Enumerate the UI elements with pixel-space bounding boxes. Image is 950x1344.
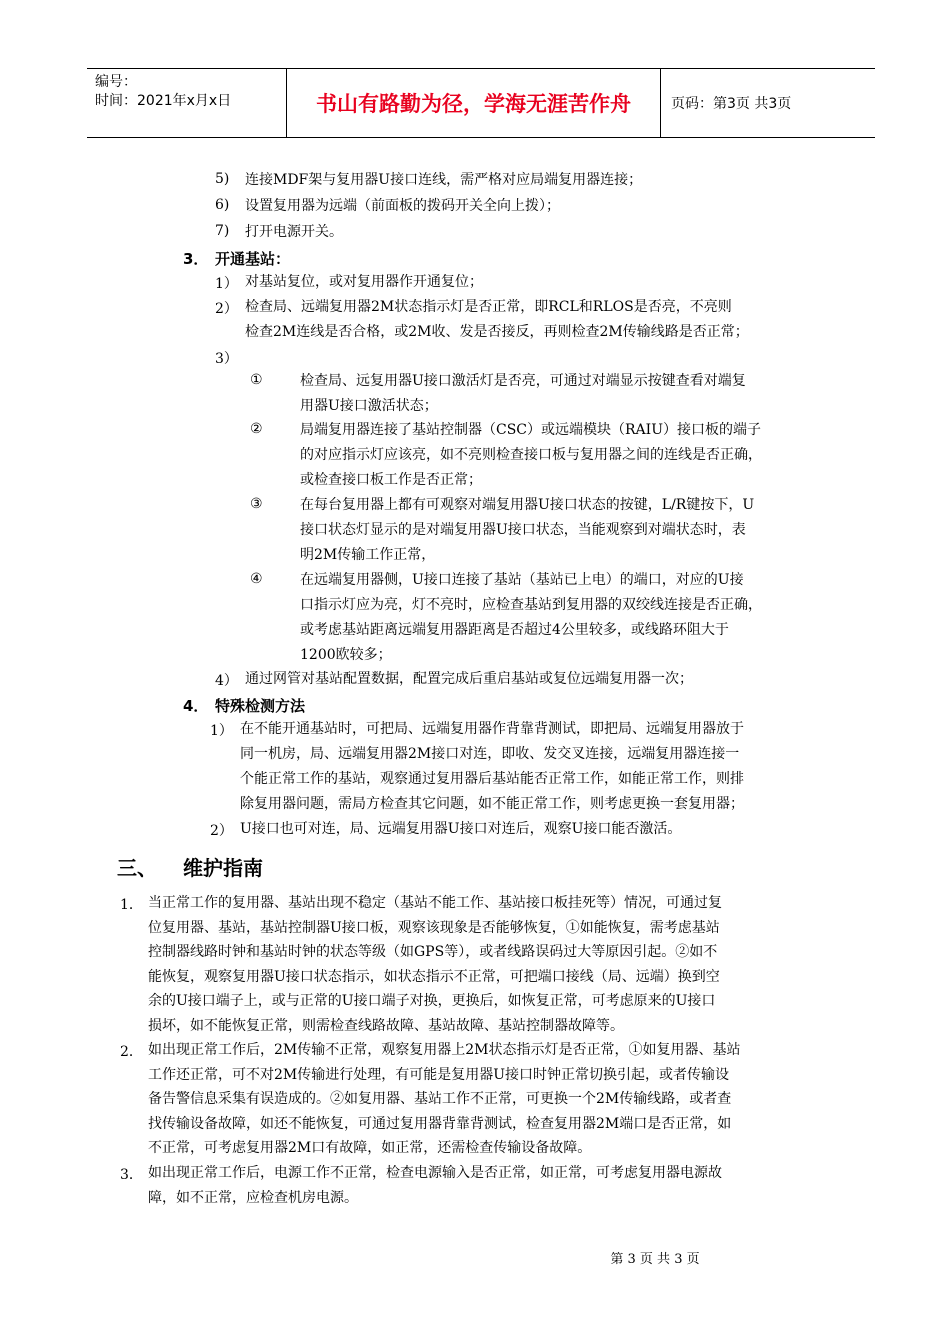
step-number: 5) xyxy=(215,171,230,187)
chapter-title: 维护指南 xyxy=(183,856,263,880)
guide-item-text: 找传输设备故障，如还不能恢复，可通过复用器背靠背测试，检查复用器2M端口是否正常，如 xyxy=(148,1115,732,1132)
circle-number: ② xyxy=(250,421,263,437)
item-text: 在不能开通基站时，可把局、远端复用器作背靠背测试，即把局、远端复用器放于 xyxy=(240,721,744,737)
guide-item-text: 位复用器、基站，基站控制器U接口板，观察该现象是否能够恢复，①如能恢复，需考虑基站 xyxy=(148,919,720,936)
item-number: 2） xyxy=(210,823,233,839)
step-number: 6) xyxy=(215,197,230,213)
section-number: 4． xyxy=(183,697,209,715)
sub-item-text: 在远端复用器侧，U接口连接了基站（基站已上电）的端口，对应的U接 xyxy=(300,572,744,588)
sub-item-text: 1200欧较多； xyxy=(300,647,392,663)
item-text: 通过网管对基站配置数据，配置完成后重启基站或复位远端复用器一次； xyxy=(245,671,693,687)
guide-item-text: 工作还正常，可不对2M传输进行处理，有可能是复用器U接口时钟正常切换引起，或者传输设 xyxy=(148,1066,730,1083)
chapter-number: 三、 xyxy=(117,856,157,880)
guide-item-text: 如出现正常工作后，电源工作不正常，检查电源输入是否正常，如正常，可考虑复用器电源故 xyxy=(148,1165,722,1181)
item-text: U接口也可对连，局、远端复用器U接口对连后，观察U接口能否激活。 xyxy=(240,821,682,837)
header-motto: 书山有路勤为径，学海无涯苦作舟 xyxy=(287,69,661,137)
step-number: 7) xyxy=(215,223,230,239)
circle-number: ④ xyxy=(250,571,263,587)
sub-item-text: 接口状态灯显示的是对端复用器U接口状态，当能观察到对端状态时，表 xyxy=(300,522,746,538)
guide-item-text: 控制器线路时钟和基站时钟的状态等级（如GPS等），或者线路误码过大等原因引起。②如不 xyxy=(148,944,718,960)
item-text: 检查局、远端复用器2M状态指示灯是否正常，即RCL和RLOS是否亮，不亮则 xyxy=(245,299,732,315)
item-text: 检查2M连线是否合格，或2M收、发是否接反，再则检查2M传输线路是否正常； xyxy=(245,324,749,340)
page-footer: 第 3 页 共 3 页 xyxy=(610,1252,700,1267)
time-label: 时间：2021年x月x日 xyxy=(95,93,232,109)
item-number: 1） xyxy=(215,276,238,292)
section-title: 特殊检测方法 xyxy=(215,697,306,715)
page-header xyxy=(87,68,875,138)
guide-item-text: 能恢复，观察复用器U接口状态指示，如状态指示不正常，可把端口接线（局、远端）换到空 xyxy=(148,968,720,985)
item-text: 除复用器问题，需局方检查其它问题，如不能正常工作，则考虑更换一套复用器； xyxy=(240,796,744,812)
guide-item-number: 3． xyxy=(120,1167,143,1183)
guide-item-text: 不正常，可考虑复用器2M口有故障，如正常，还需检查传输设备故障。 xyxy=(148,1140,592,1156)
guide-item-text: 障，如不正常，应检查机房电源。 xyxy=(148,1189,358,1206)
header-page-label: 页码：第3页 共3页 xyxy=(671,96,792,112)
sub-item-text: 或检查接口板工作是否正常； xyxy=(300,472,482,488)
guide-item-number: 2． xyxy=(120,1044,143,1060)
circle-number: ③ xyxy=(250,496,263,512)
item-number: 4） xyxy=(215,673,238,689)
sub-item-text: 在每台复用器上都有可观察对端复用器U接口状态的按键，L/R键按下，U xyxy=(300,497,755,513)
sub-item-text: 检查局、远复用器U接口激活灯是否亮，可通过对端显示按键查看对端复 xyxy=(300,373,746,389)
guide-item-text: 如出现正常工作后，2M传输不正常，观察复用器上2M状态指示灯是否正常，①如复用器、基站 xyxy=(148,1042,741,1058)
sub-item-text: 明2M传输工作正常， xyxy=(300,547,436,563)
guide-item-text: 备告警信息采集有误造成的。②如复用器、基站工作不正常，可更换一个2M传输线路，或者查 xyxy=(148,1091,732,1107)
sub-item-text: 用器U接口激活状态； xyxy=(300,398,438,414)
item-number: 1） xyxy=(210,723,233,739)
sub-item-text: 局端复用器连接了基站控制器（CSC）或远端模块（RAIU）接口板的端子 xyxy=(300,422,761,438)
sub-item-text: 口指示灯应为亮，灯不亮时，应检查基站到复用器的双绞线连接是否正确， xyxy=(300,597,762,613)
item-text: 个能正常工作的基站，观察通过复用器后基站能否正常工作，如能正常工作，则排 xyxy=(240,771,744,787)
circle-number: ① xyxy=(250,372,263,388)
item-number: 3） xyxy=(215,351,238,367)
header-meta xyxy=(87,69,287,137)
item-number: 2） xyxy=(215,301,238,317)
step-text: 设置复用器为远端（前面板的拨码开关全向上拨）； xyxy=(245,198,560,214)
guide-item-text: 余的U接口端子上，或与正常的U接口端子对换，更换后，如恢复正常，可考虑原来的U接口 xyxy=(148,993,716,1009)
item-text: 对基站复位，或对复用器作开通复位； xyxy=(245,274,483,290)
item-text: 同一机房，局、远端复用器2M接口对连，即收、发交叉连接，远端复用器连接一 xyxy=(240,746,740,762)
section-title: 开通基站： xyxy=(215,250,291,268)
guide-item-text: 损坏，如不能恢复正常，则需检查线路故障、基站故障、基站控制器故障等。 xyxy=(148,1017,624,1034)
guide-item-text: 当正常工作的复用器、基站出现不稳定（基站不能工作、基站接口板挂死等）情况，可通过复 xyxy=(148,895,722,911)
serial-label: 编号： xyxy=(95,74,137,90)
sub-item-text: 或考虑基站距离远端复用器距离是否超过4公里较多，或线路环阻大于 xyxy=(300,622,729,638)
guide-item-number: 1． xyxy=(120,897,143,913)
step-text: 打开电源开关。 xyxy=(245,224,343,240)
sub-item-text: 的对应指示灯应该亮，如不亮则检查接口板与复用器之间的连线是否正确， xyxy=(300,447,762,463)
section-number: 3． xyxy=(183,250,209,268)
step-text: 连接MDF架与复用器U接口连线，需严格对应局端复用器连接； xyxy=(245,172,643,188)
